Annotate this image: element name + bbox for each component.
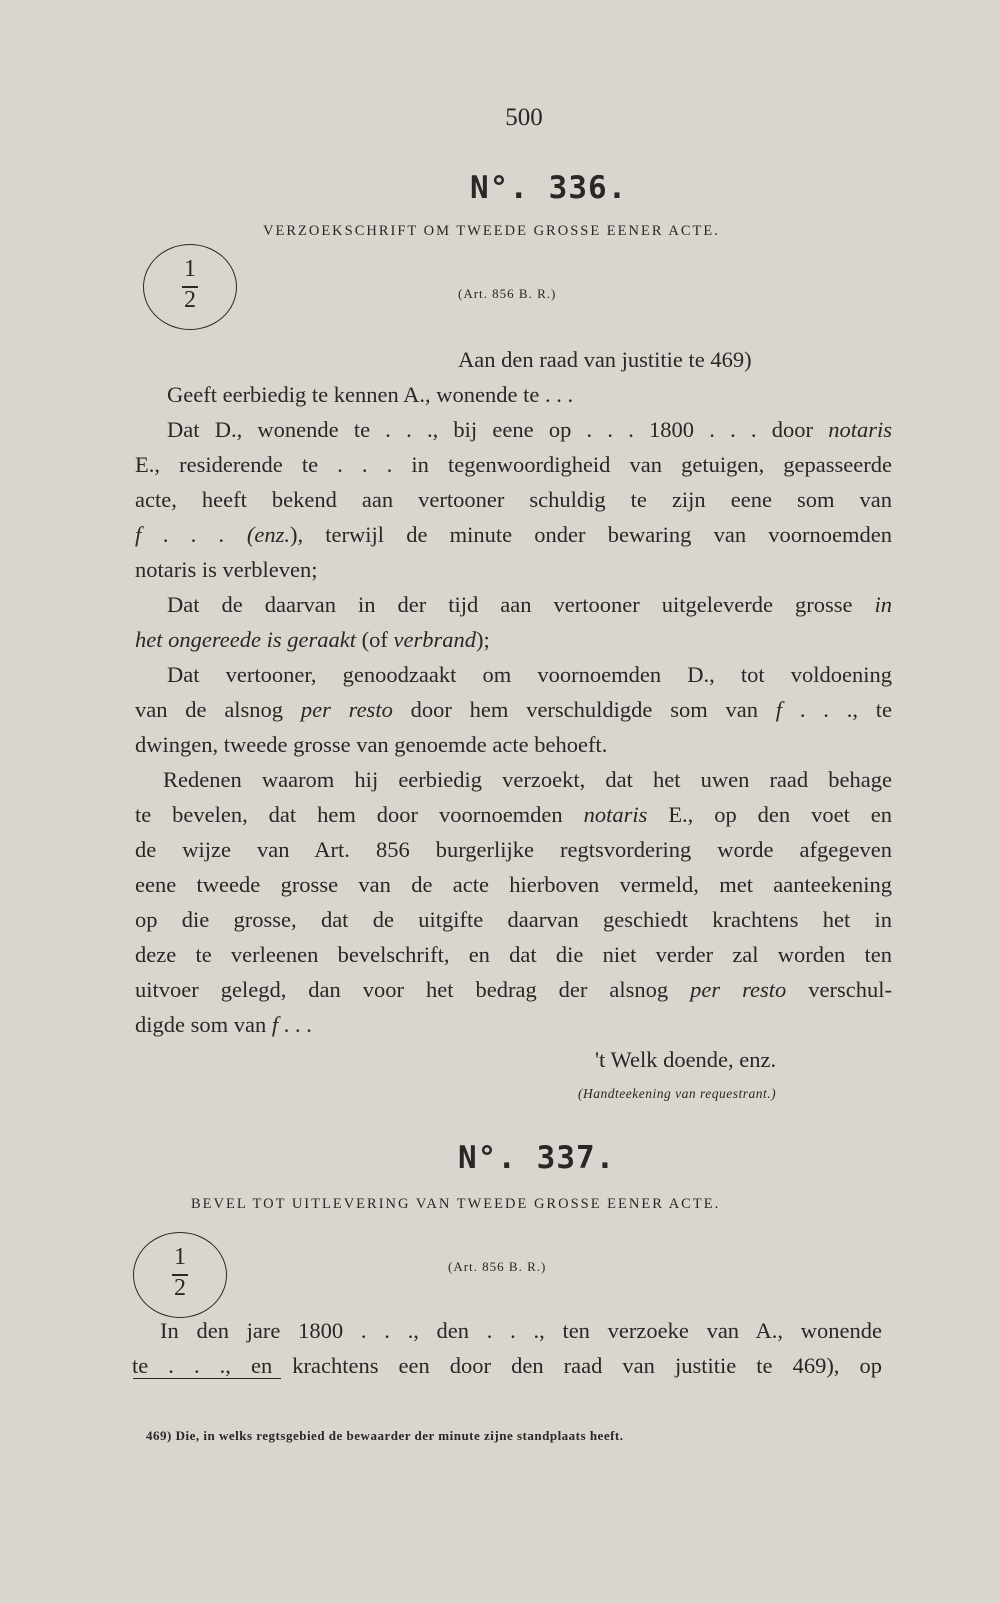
text-line: eene tweede grosse van de acte hierboven vermeld, met aanteekening [135,872,892,897]
text-line: het ongereede is geraakt (of verbrand); [135,627,490,652]
text-line: te bevelen, dat hem door voornoemden notaris E., op den voet en [135,802,892,827]
text-line: dwingen, tweede grosse van genoemde acte behoeft. [135,732,608,757]
section-title-337: BEVEL TOT UITLEVERING VAN TWEEDE GROSSE EENER ACTE. [191,1196,721,1212]
article-reference-337: (Art. 856 B. R.) [448,1259,547,1274]
text-line: Dat vertooner, genoodzaakt om voornoemden D., tot voldoening [167,662,892,687]
text-line: notaris is verbleven; [135,557,318,582]
text-line: deze te verleenen bevelschrift, en dat die niet verder zal worden ten [135,942,892,967]
footnote-divider [133,1378,281,1379]
section-heading-336: N°. 336. [470,170,628,206]
half-sheet-fraction-337 [133,1232,227,1318]
text-line: te . . ., en krachtens een door den raad van justitie te 469), op [132,1353,882,1378]
section-heading-337: N°. 337. [458,1140,616,1176]
text-line: op die grosse, dat de uitgifte daarvan geschiedt krachtens het in [135,907,892,932]
text-line: In den jare 1800 . . ., den . . ., ten verzoeke van A., wonende [160,1318,882,1343]
fraction-numerator: 1 [184,256,196,282]
text-line: Dat D., wonende te . . ., bij eene op . . . 1800 . . . door notaris [167,417,892,442]
text-line: de wijze van Art. 856 burgerlijke regtsvordering worde afgegeven [135,837,892,862]
article-reference-336: (Art. 856 B. R.) [458,286,557,301]
text-line: digde som van f . . . [135,1012,312,1037]
fraction-denominator: 2 [174,1275,186,1301]
text-line: f . . . (enz.), terwijl de minute onder bewaring van voornoemden [135,522,892,547]
closing-line: 't Welk doende, enz. [595,1047,777,1072]
text-line: E., residerende te . . . in tegenwoordigheid van getuigen, gepasseerde [135,452,892,477]
signature-note: (Handteekening van requestrant.) [578,1086,777,1101]
page-number: 500 [505,104,543,131]
fraction-numerator: 1 [174,1244,186,1270]
text-line: uitvoer gelegd, dan voor het bedrag der alsnog per resto verschul- [135,977,893,1002]
text-line: Redenen waarom hij eerbiedig verzoekt, dat het uwen raad behage [163,767,892,792]
half-sheet-fraction-336 [143,244,237,330]
fraction-denominator: 2 [184,287,196,313]
text-line: Dat de daarvan in der tijd aan vertooner uitgeleverde grosse in [167,592,893,617]
text-line: acte, heeft bekend aan vertooner schuldig te zijn eene som van [135,487,892,512]
section-title-336: VERZOEKSCHRIFT OM TWEEDE GROSSE EENER ACTE. [263,223,720,239]
address-line: Aan den raad van justitie te 469) [458,347,752,372]
footnote: 469) Die, in welks regtsgebied de bewaarder der minute zijne standplaats heeft. [146,1428,624,1443]
text-line: Geeft eerbiedig te kennen A., wonende te . . . [167,382,574,407]
text-line: van de alsnog per resto door hem verschuldigde som van f . . ., te [135,697,892,722]
